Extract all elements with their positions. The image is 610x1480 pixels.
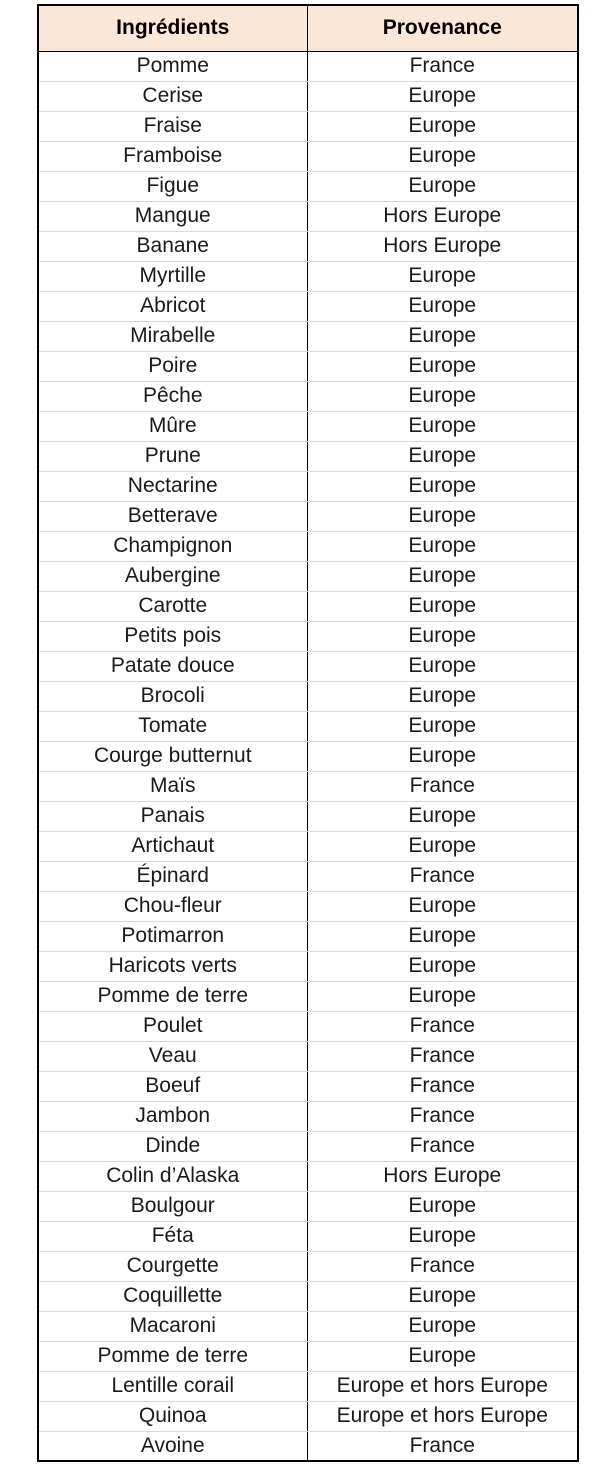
table-row — [38, 1161, 578, 1191]
provenance-cell: France — [409, 1433, 475, 1457]
provenance-cell: France — [307, 1011, 578, 1041]
ingredient-cell: Prune — [38, 441, 307, 471]
table-row — [38, 51, 578, 81]
ingredient-cell: Brocoli — [38, 681, 307, 711]
ingredient-cell: Pomme — [38, 51, 307, 81]
ingredient-cell: Macaroni — [38, 1311, 307, 1341]
ingredient-cell: Petits pois — [38, 621, 307, 651]
table-row — [38, 1101, 578, 1131]
provenance-cell: Europe — [307, 951, 578, 981]
table-header — [38, 5, 578, 51]
table-row — [38, 1011, 578, 1041]
table-row — [38, 1281, 578, 1311]
ingredient-cell: Lentille corail — [38, 1371, 307, 1401]
ingredient-cell: Veau — [38, 1041, 307, 1071]
ingredient-cell: Coquillette — [38, 1281, 307, 1311]
provenance-cell: Europe — [307, 411, 578, 441]
ingredient-cell: Aubergine — [38, 561, 307, 591]
provenance-cell: Europe — [307, 711, 578, 741]
table-row — [38, 1071, 578, 1101]
provenance-cell: Europe — [307, 141, 578, 171]
ingredient-cell: Patate douce — [38, 651, 307, 681]
table-row — [38, 771, 578, 801]
provenance-cell: Europe — [307, 1221, 578, 1251]
provenance-cell: Hors Europe — [307, 231, 578, 261]
provenance-cell: Europe — [307, 1191, 578, 1221]
provenance-cell: France — [307, 1251, 578, 1281]
ingredient-cell: Carotte — [38, 591, 307, 621]
ingredient-cell: Pomme de terre — [38, 981, 307, 1011]
table-row — [38, 231, 578, 261]
provenance-cell: France — [307, 861, 578, 891]
provenance-cell: Europe — [307, 831, 578, 861]
provenance-cell: Europe — [307, 891, 578, 921]
provenance-cell: France — [307, 1071, 578, 1101]
ingredient-cell: Nectarine — [38, 471, 307, 501]
header-row — [38, 5, 578, 51]
ingredient-cell: Fraise — [38, 111, 307, 141]
provenance-cell: Europe — [307, 591, 578, 621]
provenance-cell: Europe — [307, 261, 578, 291]
table-row — [38, 171, 578, 201]
ingredient-cell: Abricot — [38, 291, 307, 321]
table-row — [38, 1311, 578, 1341]
provenance-cell: Europe — [307, 471, 578, 501]
provenance-cell: France — [307, 1041, 578, 1071]
ingredient-cell: Féta — [38, 1221, 307, 1251]
table-row — [38, 1041, 578, 1071]
table-row — [38, 141, 578, 171]
table-row — [38, 291, 578, 321]
provenance-cell: Europe et hors Europe — [307, 1371, 578, 1401]
table-row — [38, 1251, 578, 1281]
table-row — [38, 201, 578, 231]
ingredient-cell: Figue — [38, 171, 307, 201]
column-header-ingredients: Ingrédients — [38, 5, 307, 51]
table-row — [38, 681, 578, 711]
ingredient-cell: Épinard — [38, 861, 307, 891]
provenance-cell: France — [307, 771, 578, 801]
table-row — [38, 1401, 578, 1431]
column-header-provenance: Provenance — [307, 5, 578, 51]
ingredient-cell: Panais — [38, 801, 307, 831]
ingredient-cell: Jambon — [38, 1101, 307, 1131]
table-row — [38, 831, 578, 861]
table-row — [38, 921, 578, 951]
table-row — [38, 1371, 578, 1401]
provenance-cell: Europe — [307, 561, 578, 591]
ingredient-cell: Pêche — [38, 381, 307, 411]
ingredient-cell: Pomme de terre — [38, 1341, 307, 1371]
provenance-cell: Europe — [307, 381, 578, 411]
provenance-cell: Europe — [307, 921, 578, 951]
provenance-cell: Europe — [307, 801, 578, 831]
provenance-cell: Europe — [307, 111, 578, 141]
provenance-cell: Europe — [307, 501, 578, 531]
provenance-cell: France — [307, 51, 578, 81]
ingredient-cell: Framboise — [38, 141, 307, 171]
ingredient-cell: Tomate — [38, 711, 307, 741]
ingredients-origin-table — [37, 4, 579, 1462]
table-row — [38, 441, 578, 471]
table-row — [38, 591, 578, 621]
table-row — [38, 111, 578, 141]
table-row — [38, 381, 578, 411]
table-row — [38, 261, 578, 291]
provenance-cell: Europe — [307, 81, 578, 111]
provenance-cell: Europe — [307, 1311, 578, 1341]
provenance-cell: Europe — [307, 171, 578, 201]
table-row — [38, 711, 578, 741]
ingredient-cell: Myrtille — [38, 261, 307, 291]
ingredient-cell: Courgette — [38, 1251, 307, 1281]
table-row — [38, 1191, 578, 1221]
ingredient-cell: Banane — [38, 231, 307, 261]
ingredient-cell: Poire — [38, 351, 307, 381]
table-row — [38, 501, 578, 531]
ingredient-cell: Maïs — [38, 771, 307, 801]
table-row — [38, 981, 578, 1011]
table-row — [38, 1131, 578, 1161]
provenance-cell: Europe — [307, 441, 578, 471]
table-row — [38, 621, 578, 651]
ingredient-cell: Cerise — [38, 81, 307, 111]
table-row — [38, 321, 578, 351]
table-row — [38, 801, 578, 831]
ingredient-cell: Mûre — [38, 411, 307, 441]
ingredient-cell: Champignon — [38, 531, 307, 561]
table-row — [38, 741, 578, 771]
table-row — [38, 651, 578, 681]
ingredient-cell: Chou-fleur — [38, 891, 307, 921]
provenance-cell: Europe — [307, 351, 578, 381]
provenance-cell: Europe — [307, 651, 578, 681]
table-body — [38, 51, 578, 1461]
table-row — [38, 1341, 578, 1371]
table-row — [38, 81, 578, 111]
table-row — [38, 351, 578, 381]
table-row — [38, 411, 578, 441]
table-row — [38, 561, 578, 591]
ingredient-cell: Boeuf — [38, 1071, 307, 1101]
ingredient-cell: Quinoa — [38, 1401, 307, 1431]
provenance-cell: Europe — [307, 1281, 578, 1311]
ingredient-cell: Poulet — [38, 1011, 307, 1041]
provenance-cell: Europe — [307, 321, 578, 351]
provenance-cell: France — [307, 1101, 578, 1131]
table-row — [38, 531, 578, 561]
ingredient-cell: Mirabelle — [38, 321, 307, 351]
provenance-cell: Europe et hors Europe — [307, 1401, 578, 1431]
provenance-cell: Europe — [307, 741, 578, 771]
provenance-cell: Hors Europe — [307, 201, 578, 231]
ingredient-cell: Avoine — [38, 1431, 307, 1461]
ingredient-cell: Haricots verts — [38, 951, 307, 981]
table-row — [38, 891, 578, 921]
provenance-cell: Europe — [307, 1341, 578, 1371]
provenance-cell: Europe — [307, 531, 578, 561]
ingredient-cell: Mangue — [38, 201, 307, 231]
provenance-cell: France — [307, 1131, 578, 1161]
table-row — [38, 1431, 578, 1461]
provenance-cell: Europe — [307, 681, 578, 711]
provenance-cell: Europe — [307, 291, 578, 321]
table-row — [38, 861, 578, 891]
provenance-cell: Europe — [307, 621, 578, 651]
ingredient-cell: Potimarron — [38, 921, 307, 951]
provenance-cell: Hors Europe — [307, 1161, 578, 1191]
ingredient-cell: Courge butternut — [38, 741, 307, 771]
table-row — [38, 951, 578, 981]
ingredient-cell: Betterave — [38, 501, 307, 531]
provenance-cell: Europe — [307, 981, 578, 1011]
ingredient-cell: Boulgour — [38, 1191, 307, 1221]
table-row — [38, 1221, 578, 1251]
ingredient-cell: Dinde — [38, 1131, 307, 1161]
ingredient-cell: Artichaut — [38, 831, 307, 861]
ingredient-cell: Colin d’Alaska — [38, 1161, 307, 1191]
table-row — [38, 471, 578, 501]
